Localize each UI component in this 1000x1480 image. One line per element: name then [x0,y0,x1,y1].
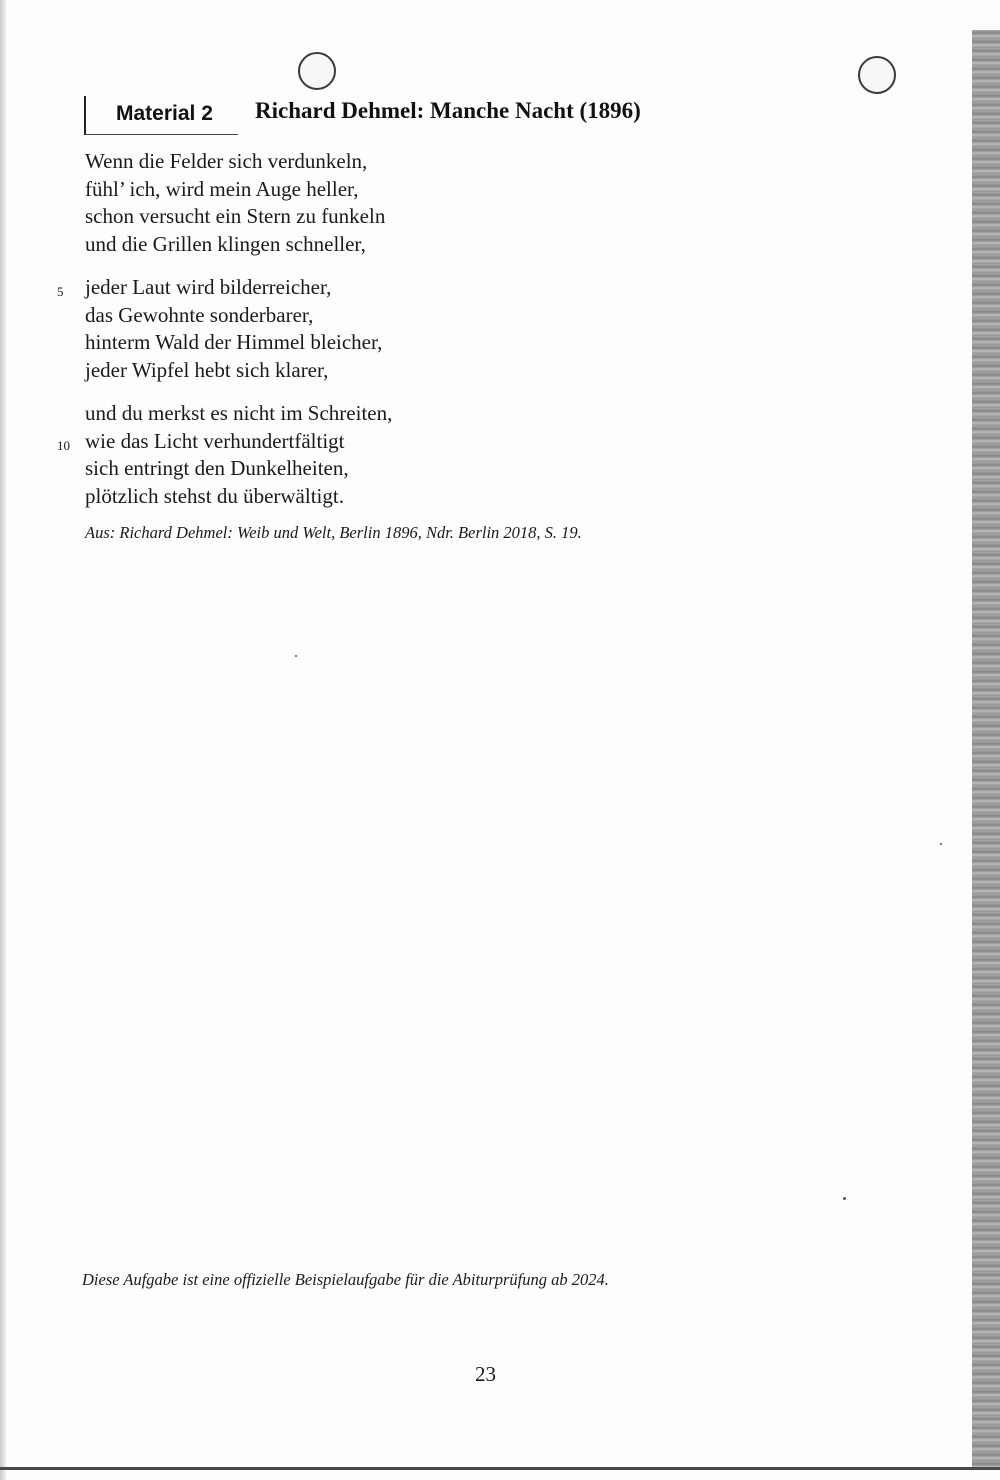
line-number: 5 [57,284,64,299]
stanza [57,274,685,384]
punch-hole-icon [298,52,336,90]
poem [57,148,685,526]
poem-line [85,329,685,357]
line-number: 10 [57,437,70,453]
poem-line-text: wie das Licht verhundertfältigt [85,428,345,453]
scan-edge-left [0,0,6,1480]
scan-speck [940,843,942,845]
poem-title: Richard Dehmel: Manche Nacht (1896) [255,98,641,123]
poem-line-text: schon versucht ein Stern zu funkeln [85,204,386,228]
poem-line [85,357,685,385]
source-citation: Aus: Richard Dehmel: Weib und Welt, Berlin 1896, Ndr. Berlin 2018, S. 19. [85,523,582,542]
poem-line-text: Wenn die Felder sich verdunkeln, [85,149,368,173]
material-header [80,96,780,140]
poem-line [85,483,685,511]
scan-edge-bottom [0,1467,1000,1470]
poem-line [57,428,685,456]
poem-line-text: jeder Wipfel hebt sich klarer, [85,357,329,382]
material-box [84,96,238,135]
poem-line-text: und du merkst es nicht im Schreiten, [85,401,393,425]
poem-line-text: hinterm Wald der Himmel bleicher, [85,330,383,354]
stanza [57,400,685,510]
footer-note: Diese Aufgabe ist eine offizielle Beispielaufgabe für die Abiturprüfung ab 2024. [82,1270,609,1289]
poem-line [85,203,685,231]
poem-line [85,148,685,176]
page-number: 23 [475,1362,496,1386]
scan-edge-right [972,30,1000,1470]
poem-line-text: und die Grillen klingen schneller, [85,231,366,256]
poem-line-text: sich entringt den Dunkelheiten, [85,456,349,480]
stanza [85,148,685,258]
punch-hole-icon [858,56,896,94]
poem-line [85,231,685,259]
poem-line [85,400,685,428]
poem-line-text: fühl’ ich, wird mein Auge heller, [85,176,359,201]
poem-line [85,176,685,204]
material-label: Material 2 [116,102,213,125]
scan-speck [295,655,297,657]
poem-line [57,274,685,302]
poem-line-text: plötzlich stehst du überwältigt. [85,483,344,508]
scan-speck [843,1197,846,1200]
poem-line [85,302,685,330]
poem-line-text: das Gewohnte sonderbarer, [85,302,314,327]
poem-line-text: jeder Laut wird bilderreicher, [85,275,332,299]
poem-line [85,455,685,483]
